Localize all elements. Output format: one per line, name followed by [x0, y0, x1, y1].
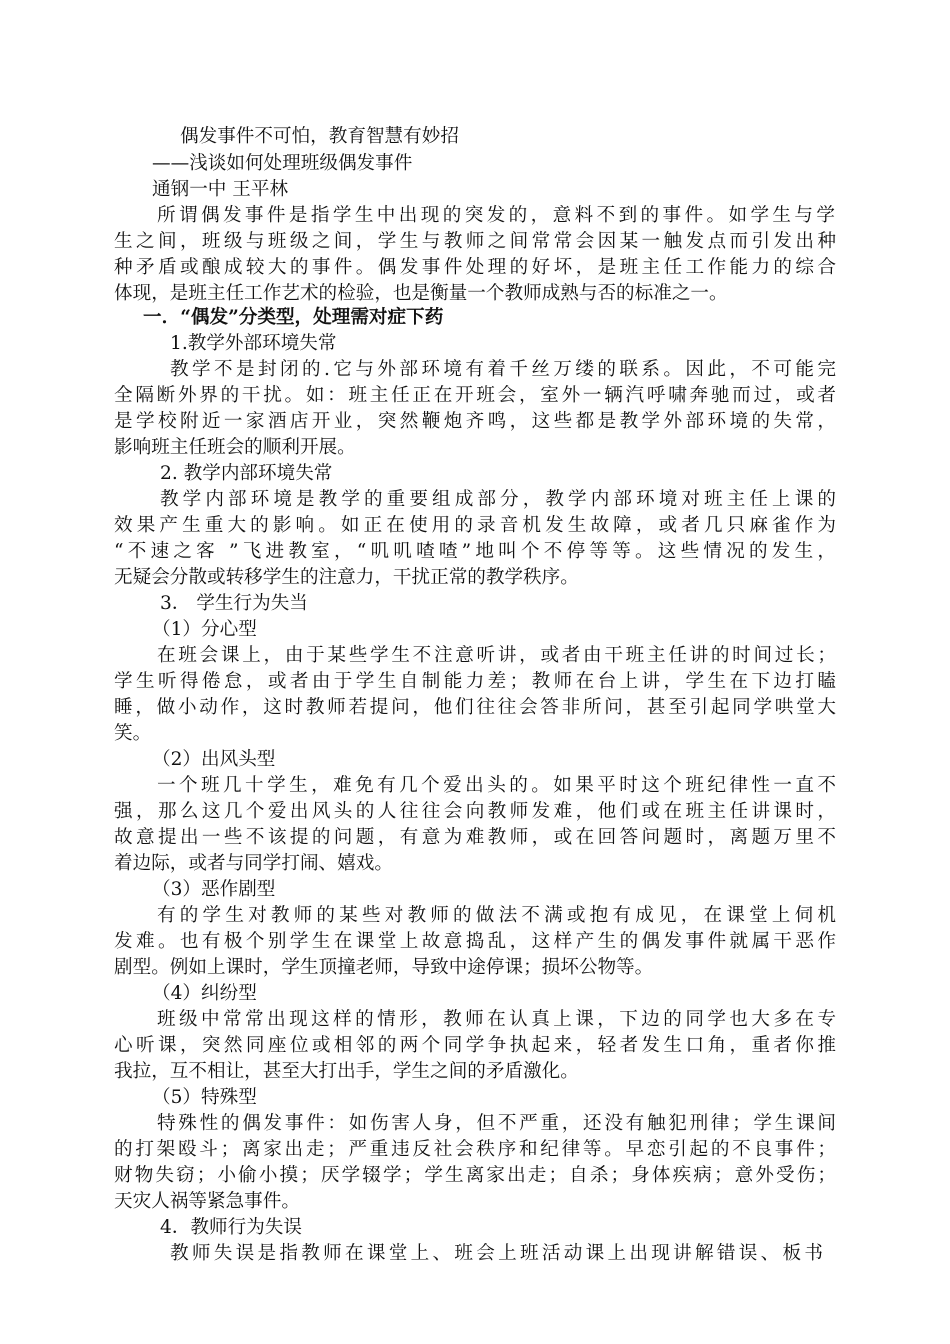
subsection-heading-3: 3． 学生行为失当 — [160, 593, 308, 614]
type-heading-4: （4）纠纷型 — [152, 983, 257, 1004]
p4-line-1: 一个班几十学生，难免有几个爱出头的。如果平时这个班纪律性一直不 — [157, 775, 836, 796]
p1-line-3: 是学校附近一家酒店开业，突然鞭炮齐鸣，这些都是教学外部环境的失常， — [114, 411, 836, 432]
document-subtitle: ——浅谈如何处理班级偶发事件 — [152, 153, 413, 174]
type-heading-3: （3）恶作剧型 — [152, 879, 276, 900]
intro-line-4: 体现，是班主任工作艺术的检验，也是衡量一个教师成熟与否的标准之一。 — [114, 283, 728, 304]
subsection-heading-1: 1.教学外部环境失常 — [170, 333, 337, 354]
type-heading-2: （2）出风头型 — [152, 749, 276, 770]
p1-line-1: 教学不是封闭的.它与外部环境有着千丝万缕的联系。因此，不可能完 — [170, 359, 836, 380]
p6-line-1: 班级中常常出现这样的情形，教师在认真上课，下边的同学也大多在专 — [157, 1009, 836, 1030]
p7-line-3: 财物失窃；小偷小摸；厌学辍学；学生离家出走；自杀；身体疾病；意外受伤； — [114, 1165, 836, 1186]
p5-line-1: 有的学生对教师的某些对教师的做法不满或抱有成见，在课堂上伺机 — [157, 905, 836, 926]
p5-line-3: 剧型。例如上课时，学生顶撞老师，导致中途停课；损坏公物等。 — [114, 957, 654, 978]
p4-line-4: 着边际，或者与同学打闹、嬉戏。 — [114, 853, 393, 874]
intro-line-2: 生之间，班级与班级之间，学生与教师之间常常会因某一触发点而引发出种 — [114, 231, 836, 252]
document-author: 通钢一中 王平林 — [152, 179, 289, 200]
p3-line-4: 笑。 — [114, 723, 152, 744]
p7-line-4: 天灾人祸等紧急事件。 — [114, 1191, 300, 1212]
p6-line-3: 我拉，互不相让，甚至大打出手，学生之间的矛盾激化。 — [114, 1061, 579, 1082]
p3-line-1: 在班会课上，由于某些学生不注意听讲，或者由干班主任讲的时间过长； — [157, 645, 836, 666]
p7-line-2: 的打架殴斗；离家出走；严重违反社会秩序和纪律等。早恋引起的不良事件； — [114, 1139, 836, 1160]
p8-line-1: 教师失误是指教师在课堂上、班会上班活动课上出现讲解错误、板书 — [170, 1243, 823, 1264]
p5-line-2: 发难。也有极个别学生在课堂上故意捣乱，这样产生的偶发事件就属干恶作 — [114, 931, 836, 952]
p2-line-1: 教学内部环境是教学的重要组成部分，教学内部环境对班主任上课的 — [160, 489, 836, 510]
p1-line-4: 影响班主任班会的顺利开展。 — [114, 437, 356, 458]
p4-line-3: 故意提出一些不该提的问题，有意为难教师，或在回答问题时，离题万里不 — [114, 827, 836, 848]
type-heading-5: （5）特殊型 — [152, 1087, 257, 1108]
intro-line-1: 所谓偶发事件是指学生中出现的突发的，意料不到的事件。如学生与学 — [157, 205, 835, 226]
type-heading-1: （1）分心型 — [152, 619, 257, 640]
p3-line-2: 学生听得倦怠，或者由于学生自制能力差；教师在台上讲，学生在下边打瞌 — [114, 671, 836, 692]
p2-line-3: “不速之客 ”飞进教室，“叽叽喳喳”地叫个不停等等。这些情况的发生， — [114, 541, 836, 562]
p2-line-4: 无疑会分散或转移学生的注意力，干扰正常的教学秩序。 — [114, 567, 579, 588]
document-title: 偶发事件不可怕，教育智慧有妙招 — [180, 126, 459, 147]
p2-line-2: 效果产生重大的影响。如正在使用的录音机发生故障，或者几只麻雀作为 — [114, 515, 836, 536]
intro-line-3: 种矛盾或酿成较大的事件。偶发事件处理的好坏，是班主任工作能力的综合 — [114, 257, 836, 278]
subsection-heading-4: 4．教师行为失误 — [160, 1217, 302, 1238]
subsection-heading-2: 2. 教学内部环境失常 — [160, 463, 333, 484]
p7-line-1: 特殊性的偶发事件：如伤害人身，但不严重，还没有触犯刑律；学生课间 — [157, 1113, 836, 1134]
p3-line-3: 睡，做小动作，这时教师若提问，他们往往会答非所问，甚至引起同学哄堂大 — [114, 697, 836, 718]
section-heading: 一．“偶发”分类型，处理需对症下药 — [143, 307, 444, 328]
p6-line-2: 心听课，突然同座位或相邻的两个同学争执起来，轻者发生口角，重者你推 — [114, 1035, 836, 1056]
p1-line-2: 全隔断外界的干扰。如：班主任正在开班会，室外一辆汽呼啸奔驰而过，或者 — [114, 385, 836, 406]
p4-line-2: 强，那么这几个爱出风头的人往往会向教师发难，他们或在班主任讲课时， — [114, 801, 836, 822]
